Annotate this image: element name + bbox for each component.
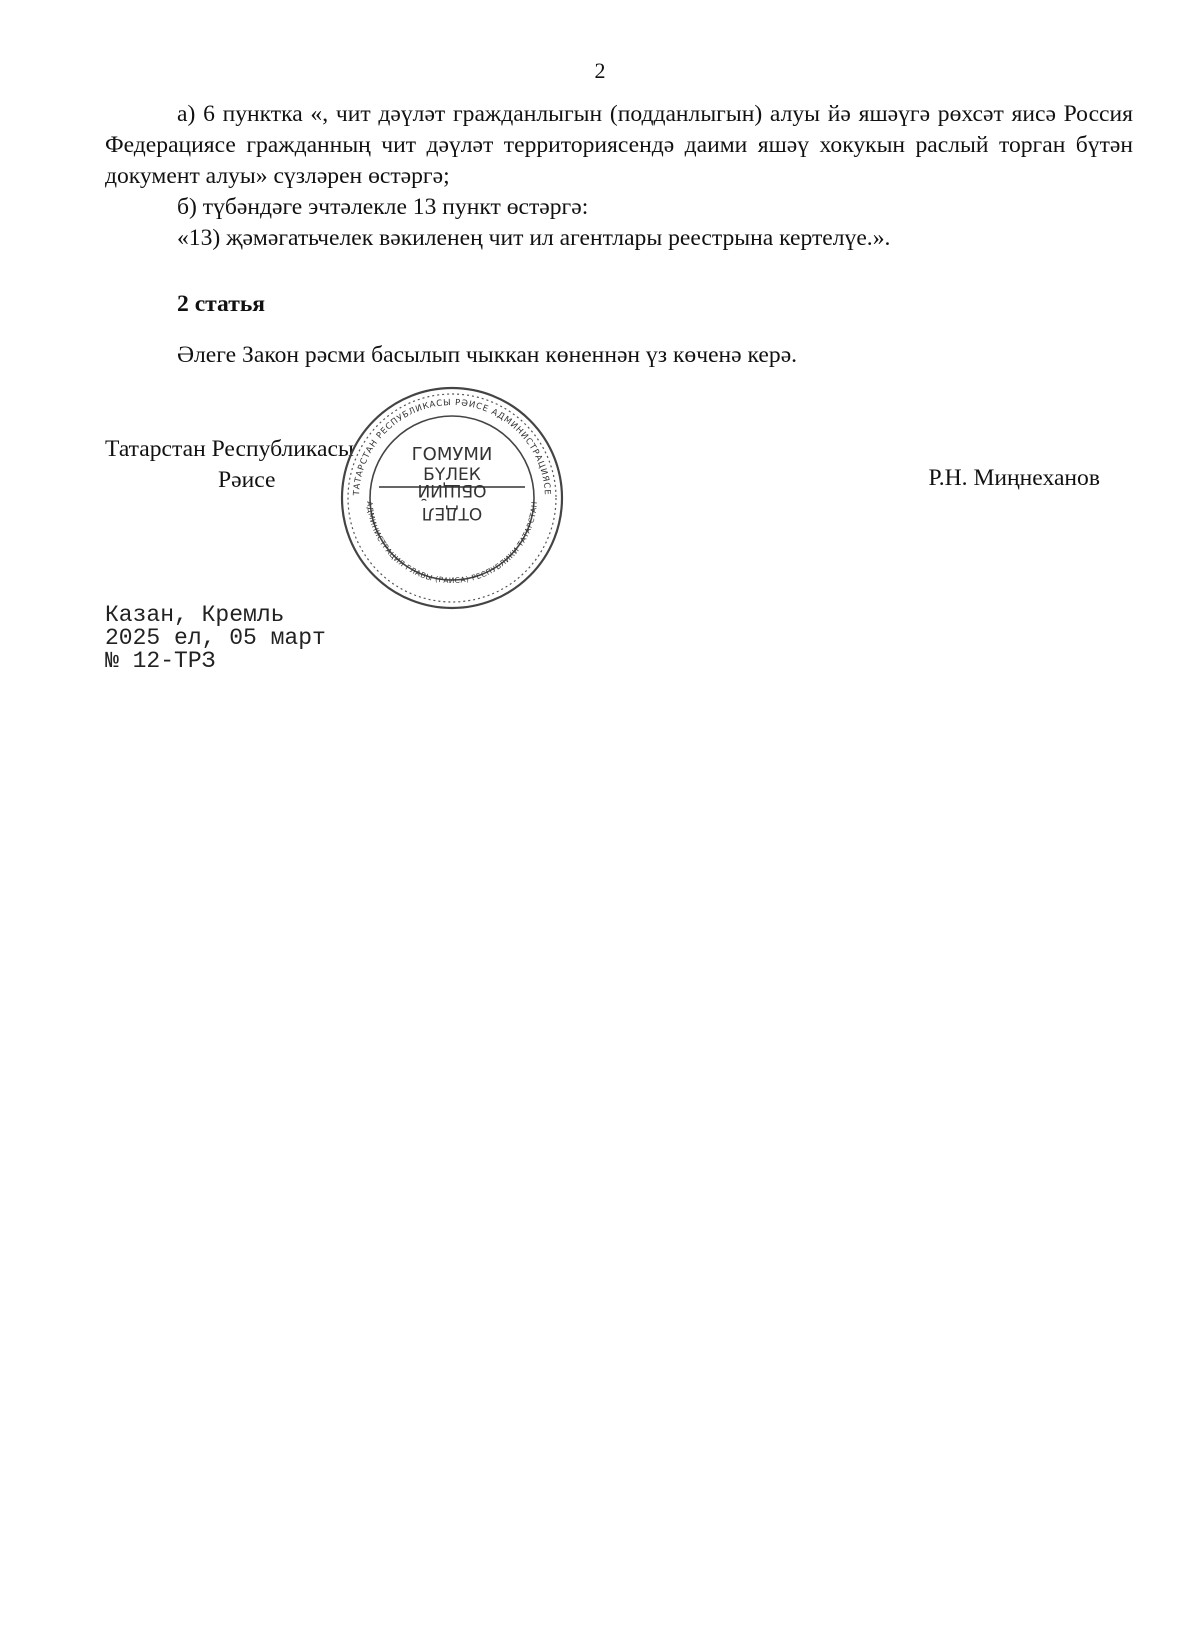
article-heading: 2 статья	[177, 291, 266, 317]
official-stamp	[337, 383, 567, 613]
page-number: 2	[594, 58, 606, 83]
document-footer	[105, 604, 326, 673]
signature-position	[105, 434, 354, 496]
stamp-ring-text-bottom: АДМИНИСТРАЦИЯ ГЛАВЫ (РАИСА) РЕСПУБЛИКИ ТАТАРСТАН	[365, 500, 539, 586]
signature-position-line1: Татарстан Республикасы	[105, 436, 354, 462]
footer-date: 2025 ел, 05 март	[105, 625, 326, 651]
stamp-center-bottom-2: ОБЩИЙ	[417, 480, 487, 500]
stamp-center-top-2: БҮЛЕК	[423, 465, 481, 485]
footer-place: Казан, Кремль	[105, 602, 285, 628]
amendment-item-b: б) түбәндәге эчтәлекле 13 пункт өстәргә:	[177, 194, 589, 220]
stamp-ring-text-top: ТАТАРСТАН РЕСПУБЛИКАСЫ РӘИСЕ АДМИНИСТРАЦИЯСЕ	[351, 397, 553, 496]
footer-number: № 12-ТРЗ	[105, 648, 216, 674]
amendment-item-a: а) 6 пунктка «, чит дәүләт гражданлыгын (подданлыгын) алуы йә яшәүгә рөхсәт яисә Россия Федерациясе гражданның чит дәүләт территориясендә даими яшәү хокукын раслый торган бүтән документ алуы» сүзләрен өстәргә;	[105, 101, 1133, 189]
signatory-name: Р.Н. Миңнеханов	[928, 465, 1100, 491]
stamp-center-top-1: ГОМУМИ	[411, 444, 493, 465]
article-text: Әлеге Закон рәсми басылып чыккан көненнән үз көченә керә.	[177, 342, 798, 368]
document-body	[105, 99, 1133, 254]
stamp-center-bottom-1: ОТДЕЛ	[421, 503, 483, 523]
signature-position-line2: Рәисе	[218, 467, 276, 493]
amendment-item-13: «13) җәмәгатьчелек вәкиленең чит ил агентлары реестрына кертелүе.».	[177, 225, 891, 251]
